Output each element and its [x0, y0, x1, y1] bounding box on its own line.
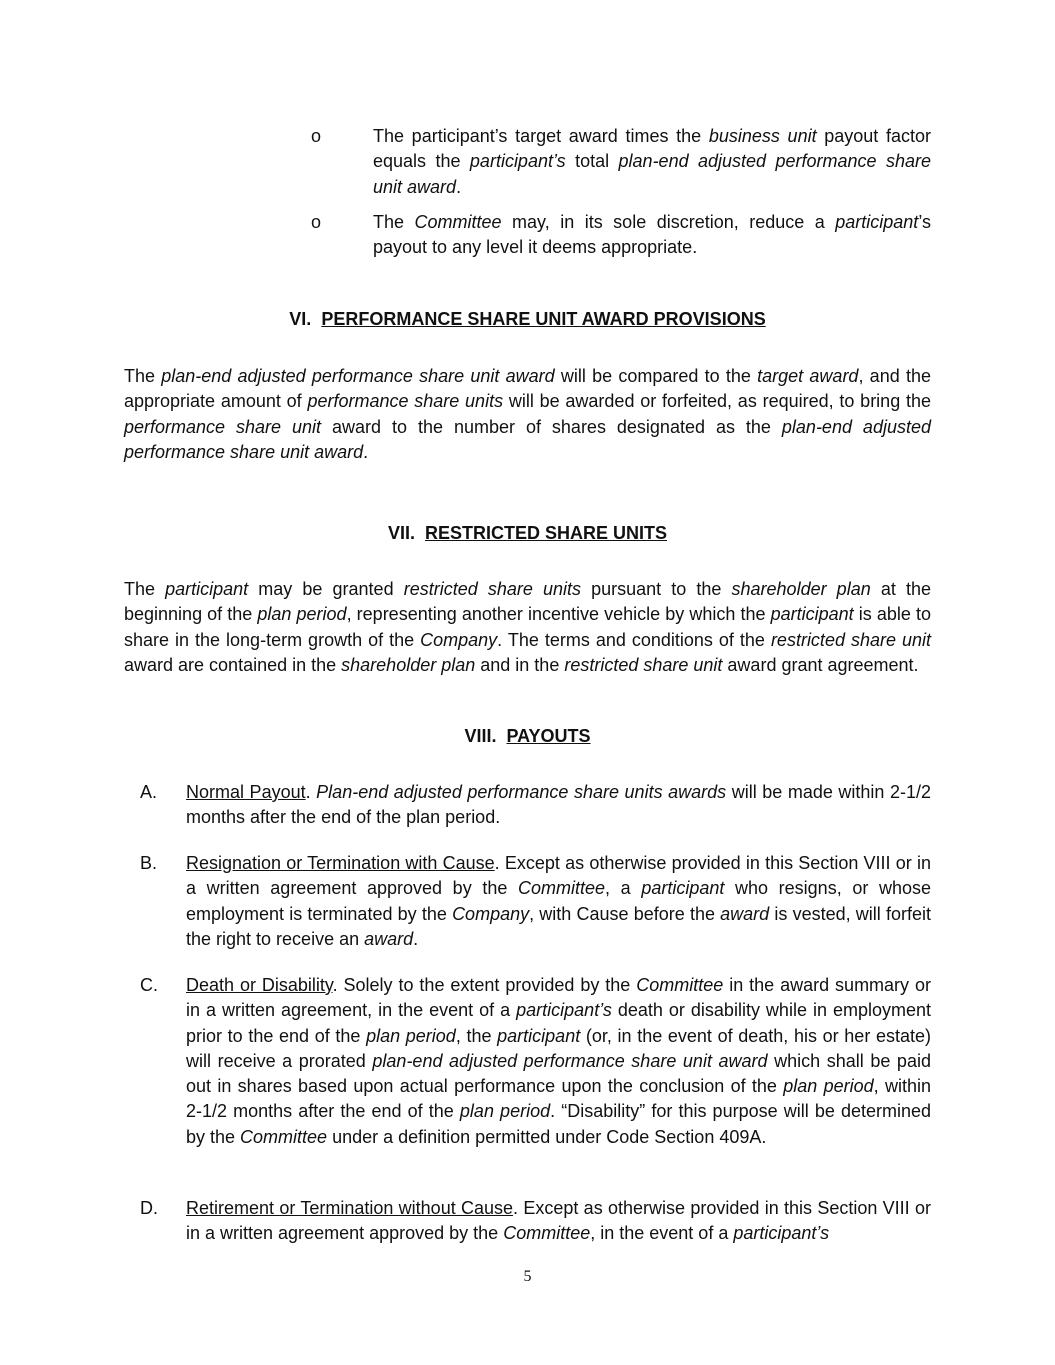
section-vi-paragraph: The plan-end adjusted performance share unit award will be compared to the target award, and the appropriate amount of performance share units will be awarded or forfeited, as required, to bring the performance share unit award to the number of shares designated as the plan-end adjusted performance share unit award.	[124, 366, 931, 462]
section-heading-vii: VII. RESTRICTED SHARE UNITS	[387, 523, 668, 543]
bullet-marker: o	[311, 126, 322, 146]
bullet-marker: o	[311, 212, 322, 232]
page-number: 5	[523, 1268, 532, 1285]
list-item-label: D.	[140, 1198, 158, 1218]
list-item-paragraph: Death or Disability. Solely to the extent provided by the Committee in the award summary or in a written agreement, in the event of a participant’s death or disability while in employment prior to the end of the plan period, the participant (or, in the event of death, his or her estate) will receive a prorated plan-end adjusted performance share unit award which shall be paid out in shares based upon actual performance upon the conclusion of the plan period, within 2-1/2 months after the end of the plan period. “Disability” for this purpose will be determined by the Committee under a definition permitted under Code Section 409A.	[186, 975, 932, 1147]
section-heading-vi: VI. PERFORMANCE SHARE UNIT AWARD PROVISIONS	[289, 309, 766, 329]
list-item-label: A.	[140, 782, 158, 802]
list-item-paragraph: Retirement or Termination without Cause. Except as otherwise provided in this Section VIII or in a written agreement approved by the Committee, in the event of a participant’s	[186, 1198, 931, 1244]
bullet-paragraph: The Committee may, in its sole discretion, reduce a participant’s payout to any level it deems appropriate.	[373, 212, 931, 258]
section-vii-paragraph: The participant may be granted restricted share units pursuant to the shareholder plan at the beginning of the plan period, representing another incentive vehicle by which the participant is able to share in the long-term growth of the Company. The terms and conditions of the restricted share unit award are contained in the shareholder plan and in the restricted share unit award grant agreement.	[124, 579, 931, 675]
section-heading-viii: VIII. PAYOUTS	[464, 726, 591, 746]
list-item-label: C.	[140, 975, 158, 995]
bullet-paragraph: The participant’s target award times the business unit payout factor equals the participant’s total plan-end adjusted performance share unit award.	[373, 126, 931, 197]
list-item-label: B.	[140, 853, 158, 873]
list-item-paragraph: Resignation or Termination with Cause. Except as otherwise provided in this Section VIII or in a written agreement approved by the Committee, a participant who resigns, or whose employment is terminated by the Company, with Cause before the award is vested, will forfeit the right to receive an award.	[186, 853, 931, 949]
list-item-paragraph: Normal Payout. Plan-end adjusted performance share units awards will be made within 2-1/2 months after the end of the plan period.	[186, 782, 931, 828]
